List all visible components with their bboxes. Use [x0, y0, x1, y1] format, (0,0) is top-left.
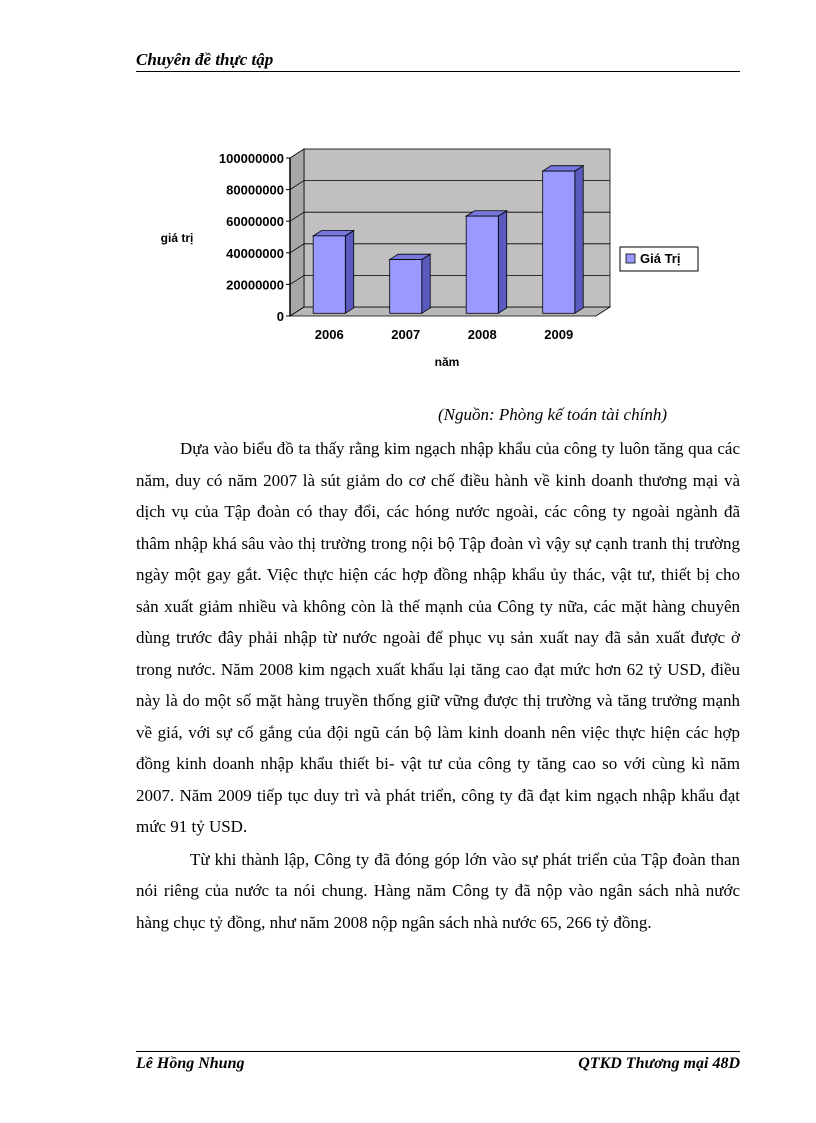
- bar-2006: [313, 236, 345, 313]
- footer-class: QTKD Thương mại 48D: [578, 1055, 740, 1072]
- x-tick-label: 2006: [314, 327, 344, 342]
- bar-side: [575, 166, 583, 314]
- footer-rule: [136, 1051, 740, 1052]
- y-tick-label: 0: [276, 309, 284, 324]
- x-tick-label: 2008: [467, 327, 497, 342]
- y-tick-labels: [219, 151, 290, 324]
- y-axis-label: giá trị: [160, 231, 194, 245]
- paragraph: Dựa vào biểu đồ ta thấy rằng kim ngạch nhập khẩu của công ty luôn tăng qua các năm, duy có năm 2007 là sút giảm do cơ chế điều hành về kinh doanh thương mại và dịch vụ của Tập đoàn có thay đổi, các hóng nước ngoài, các công ty ngoài ngành đã thâm nhập khá sâu vào thị trường trong nội bộ Tập đoàn vì vậy sự cạnh tranh thị trường ngày một gay gắt. Việc thực hiện các hợp đồng nhập khẩu ủy thác, vật tư, thiết bị cho sản xuất giảm nhiều và không còn là thế mạnh của Công ty nữa, các mặt hàng chuyên dùng trước đây phải nhập từ nước ngoài để phục vụ sản xuất nay đã sản xuất được ở trong nước. Năm 2008 kim ngạch xuất khẩu lại tăng cao đạt mức hơn 62 tỷ USD, điều này là do một số mặt hàng truyền thống giữ vững được thị trường và tăng trưởng mạnh về giá, với sự cố gắng của đội ngũ cán bộ làm kinh doanh nên việc thực hiện các hợp đồng kinh doanh nhập khẩu thiết bi- vật tư của công ty tăng cao so với cùng kì năm 2007. Năm 2009 tiếp tục duy trì và phát triển, công ty đã đạt kim ngạch nhập khẩu đạt mức 91 tỷ USD.: [136, 439, 740, 836]
- x-tick-labels: [315, 327, 573, 342]
- x-tick-label: 2007: [391, 327, 421, 342]
- y-tick-label: 60000000: [226, 214, 284, 230]
- y-tick-label: 100000000: [218, 151, 284, 166]
- y-tick-label: 40000000: [226, 245, 284, 261]
- paragraph: Từ khi thành lập, Công ty đã đóng góp lớn vào sự phát triển của Tập đoàn than nói riêng của nước ta nói chung. Hàng năm Công ty đã nộp vào ngân sách nhà nước hàng chục tỷ đồng, như năm 2008 nộp ngân sách nhà nước 65, 266 tỷ đồng.: [136, 849, 740, 932]
- bar-2009: [543, 171, 575, 313]
- legend-label: Giá Trị: [640, 251, 681, 266]
- chart-side-wall: [290, 149, 304, 316]
- x-tick-label: 2009: [544, 327, 574, 342]
- page-header-title: Chuyên đề thực tập: [136, 50, 274, 69]
- footer-author: Lê Hồng Nhung: [136, 1055, 245, 1072]
- source-note: (Nguồn: Phòng kế toán tài chính): [438, 405, 667, 424]
- bar-side: [345, 230, 353, 313]
- bar-side: [422, 254, 430, 313]
- body-text: [136, 433, 740, 938]
- legend-swatch: [626, 254, 635, 263]
- bar-2008: [466, 216, 498, 313]
- y-tick-label: 20000000: [226, 277, 284, 293]
- y-tick-label: 80000000: [226, 182, 284, 198]
- bar-2007: [390, 260, 422, 314]
- bar-side: [498, 211, 506, 314]
- bar-chart: [0, 0, 816, 400]
- x-axis-label: năm: [434, 355, 460, 369]
